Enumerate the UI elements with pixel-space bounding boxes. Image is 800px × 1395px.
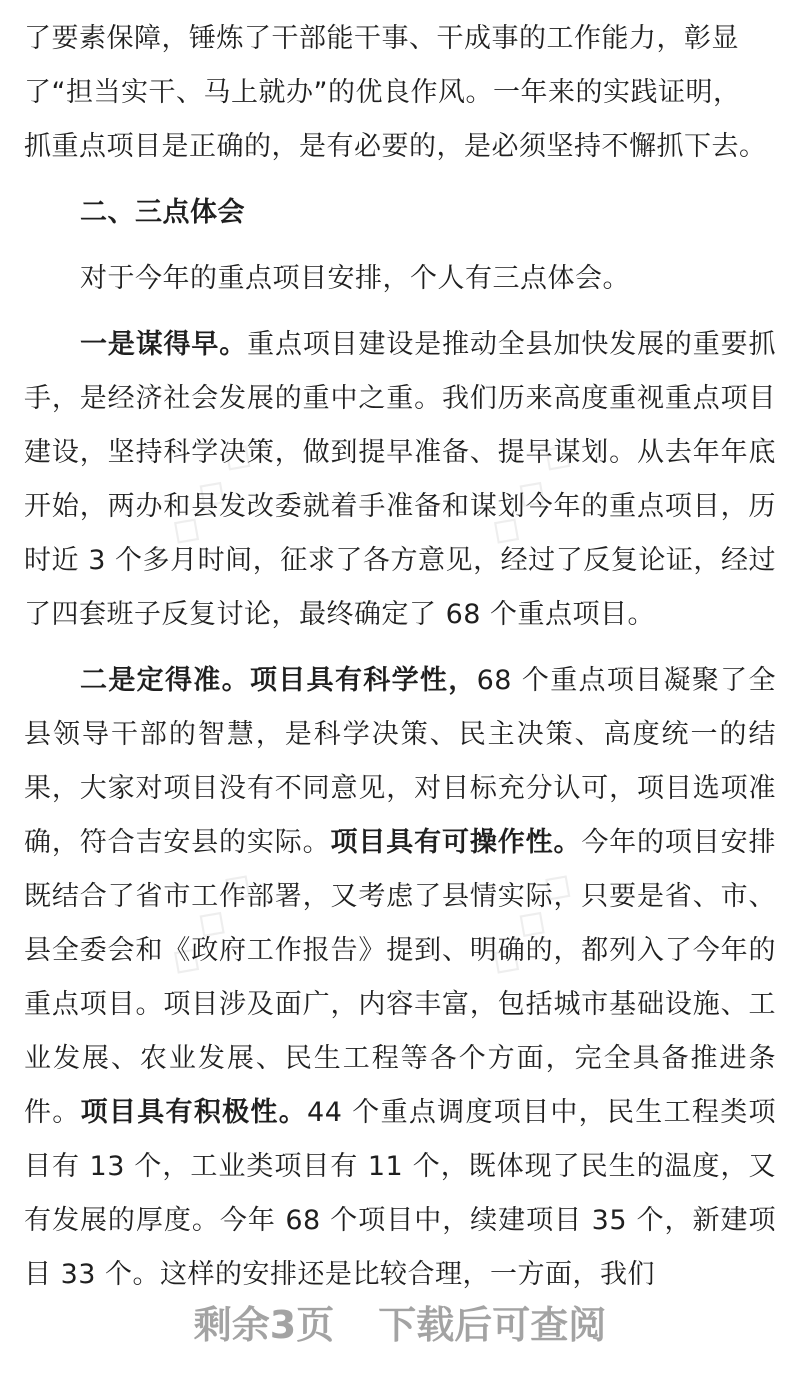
remaining-pages-label: 剩余3页 <box>193 1303 335 1347</box>
point-2-sub2-text: 今年的项目安排既结合了省市工作部署，又考虑了县情实际，只要是省、市、县全委会和《政府工作报告》提到、明确的，都列入了今年的重点项目。项目涉及面广，内容丰富，包括城市基础设施、工业发展、农业发展、民生工程等各个方面，完全具备推进条件。 <box>24 827 777 1128</box>
watermark-graphic: ◇ ◇ ◇ <box>156 860 264 986</box>
point-2-sub3-text: 44 个重点调度项目中，民生工程类项目有 13 个，工业类项目有 11 个，既体现了民生的温度，又有发展的厚度。今年 68 个项目中，续建项目 35 个，新建项目 33 个。这样的安排还是比较合理，一方面，我们 <box>24 1097 776 1290</box>
document-body <box>24 0 776 1302</box>
point-2-paragraph <box>24 654 776 1302</box>
point-2-sub1-text: 68 个重点项目凝聚了全县领导干部的智慧，是科学决策、民主决策、高度统一的结果，大家对项目没有不同意见，对目标充分认可，项目选项准确，符合吉安县的实际。 <box>24 665 776 858</box>
point-1-lead: 一是谋得早。 <box>80 329 248 360</box>
point-1-text: 重点项目建设是推动全县加快发展的重要抓手，是经济社会发展的重中之重。我们历来高度重视重点项目建设，坚持科学决策，做到提早准备、提早谋划。从去年年底开始，两办和县发改委就着手准备和谋划今年的重点项目，历时近 3 个多月时间，征求了各方意见，经过了反复论证，经过了四套班子反复讨论，最终确定了 68 个重点项目。 <box>24 329 776 630</box>
section-intro: 对于今年的重点项目安排，个人有三点体会。 <box>80 263 630 294</box>
watermark-graphic: ◇ ◇ ◇ <box>156 430 264 556</box>
intro-line-3: 抓重点项目是正确的，是有必要的，是必须坚持不懈抓下去。 <box>24 131 767 162</box>
point-2-sub2-lead: 项目具有可操作性。 <box>330 827 582 858</box>
watermark-graphic: ◇ ◇ ◇ <box>476 860 584 986</box>
point-2-sub1-lead: 项目具有科学性， <box>249 665 477 696</box>
download-prompt[interactable] <box>0 1290 800 1360</box>
point-1-paragraph <box>24 318 776 642</box>
intro-paragraph <box>24 12 776 174</box>
point-2-sub3-lead: 项目具有积极性。 <box>80 1097 308 1128</box>
section-heading: 二、三点体会 <box>80 197 245 228</box>
intro-line-2: 了“担当实干、马上就办”的优良作风。一年来的实践证明， <box>24 77 741 108</box>
download-to-view-label: 下载后可查阅 <box>378 1303 607 1347</box>
intro-line-1: 了要素保障，锤炼了干部能干事、干成事的工作能力，彰显 <box>24 23 739 54</box>
point-2-lead: 二是定得准。 <box>80 665 250 696</box>
watermark-graphic: ◇ ◇ ◇ <box>476 430 584 556</box>
